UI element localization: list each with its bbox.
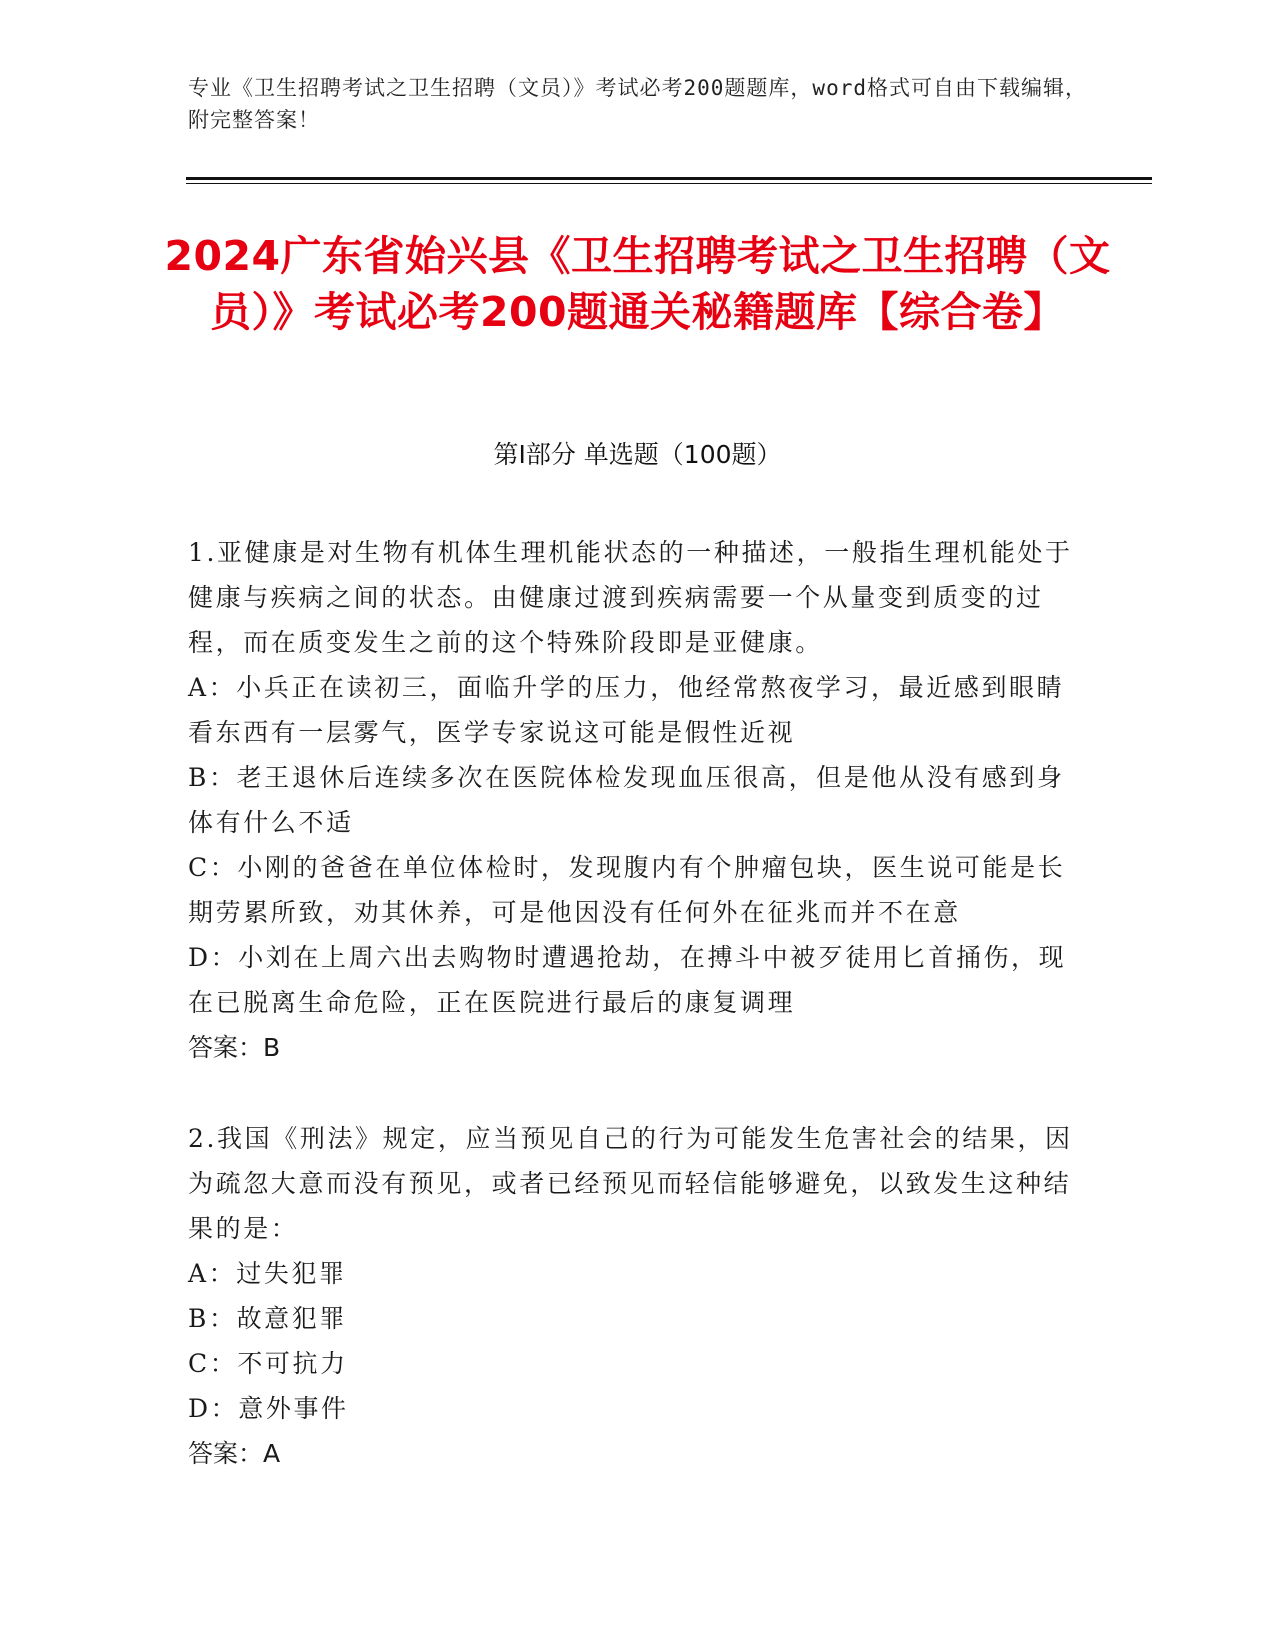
- answer: 答案：B: [188, 1033, 281, 1062]
- option-d: D：意外事件: [188, 1394, 349, 1423]
- option-b: B：故意犯罪: [188, 1304, 347, 1333]
- document-title: 2024广东省始兴县《卫生招聘考试之卫生招聘（文员）》考试必考200题通关秘籍题库【综合卷】: [164, 232, 1111, 336]
- question-2: [188, 1116, 1078, 1476]
- question-stem: 2.我国《刑法》规定，应当预见自己的行为可能发生危害社会的结果，因为疏忽大意而没有预见，或者已经预见而轻信能够避免，以致发生这种结果的是：: [188, 1124, 1073, 1243]
- header-note: 专业《卫生招聘考试之卫生招聘（文员）》考试必考200题题库，word格式可自由下载编辑，附完整答案！: [188, 76, 1087, 132]
- header-divider-thin: [186, 183, 1152, 184]
- header-divider-thick: [186, 177, 1152, 180]
- section-heading: 第Ⅰ部分 单选题（100题）: [493, 440, 782, 469]
- option-c: C：不可抗力: [188, 1349, 348, 1378]
- question-1: [188, 530, 1078, 1070]
- option-a: A：过失犯罪: [188, 1259, 347, 1288]
- option-b: B：老王退休后连续多次在医院体检发现血压很高，但是他从没有感到身体有什么不适: [188, 763, 1065, 837]
- question-stem: 1.亚健康是对生物有机体生理机能状态的一种描述，一般指生理机能处于健康与疾病之间的状态。由健康过渡到疾病需要一个从量变到质变的过程，而在质变发生之前的这个特殊阶段即是亚健康。: [188, 538, 1073, 657]
- answer: 答案：A: [188, 1439, 281, 1468]
- option-c: C：小刚的爸爸在单位体检时，发现腹内有个肿瘤包块，医生说可能是长期劳累所致，劝其休养，可是他因没有任何外在征兆而并不在意: [188, 853, 1066, 927]
- option-a: A：小兵正在读初三，面临升学的压力，他经常熬夜学习，最近感到眼睛看东西有一层雾气，医学专家说这可能是假性近视: [188, 673, 1065, 747]
- question-list: [188, 530, 1078, 1522]
- option-d: D：小刘在上周六出去购物时遭遇抢劫，在搏斗中被歹徒用匕首捅伤，现在已脱离生命危险，正在医院进行最后的康复调理: [188, 943, 1067, 1017]
